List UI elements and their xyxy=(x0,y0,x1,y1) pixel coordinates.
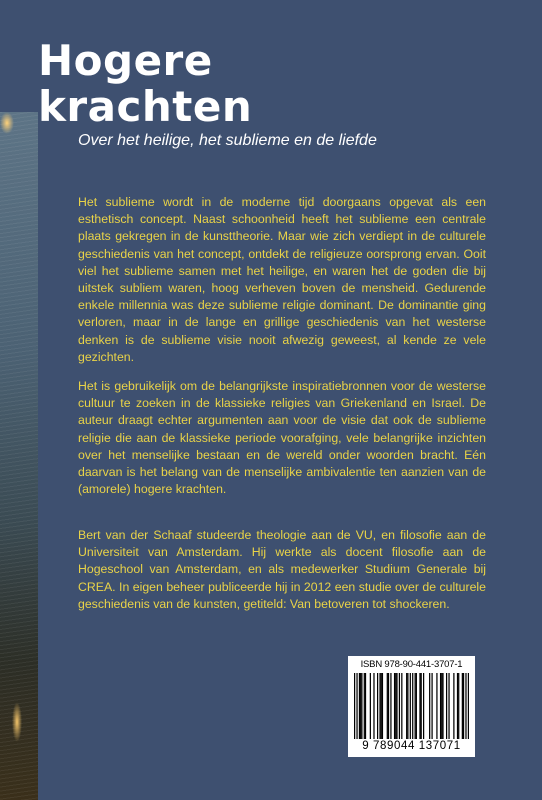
blurb-paragraph-2: Het is gebruikelijk om de belangrijkste inspiratiebronnen voor de westerse cultuur te zoeken in de klassieke religies van Griekenland en Israel. De auteur draagt echter argumenten aan voor de visie dat ook de sublieme religie die aan de klassieke periode voorafging, vele belangrijke inzichten over het menselijke bestaan en de wereld onder woorden bracht. Eén daarvan is het belang van de menselijke ambivalentie ten aanzien van de (amorele) hogere krachten. xyxy=(78,379,486,497)
barcode-bar xyxy=(370,673,371,739)
barcode-bar xyxy=(468,673,469,739)
barcode-bar xyxy=(365,673,366,739)
barcode-bar xyxy=(406,673,407,739)
barcode-bar xyxy=(387,673,388,739)
barcode-bar xyxy=(436,673,437,739)
barcode-bar xyxy=(412,673,413,739)
barcode-bar xyxy=(421,673,422,739)
title-line-1: Hogere xyxy=(38,36,213,85)
barcode-bar xyxy=(419,673,420,739)
barcode-bar xyxy=(448,673,449,739)
title-line-2: krachten xyxy=(38,82,253,131)
barcode-bar xyxy=(395,673,396,739)
barcode-bar xyxy=(360,673,361,739)
barcode-bar xyxy=(361,673,362,739)
barcode-box xyxy=(348,656,475,757)
barcode-bar xyxy=(377,673,378,739)
barcode-bar xyxy=(441,673,442,739)
barcode-bar xyxy=(462,673,463,739)
barcode-bar xyxy=(364,673,365,739)
barcode-bar xyxy=(442,673,443,739)
barcode-bar xyxy=(446,673,447,739)
barcode-bar xyxy=(388,673,389,739)
barcode-bar xyxy=(457,673,458,739)
barcode-bar xyxy=(431,673,432,739)
barcode-bar xyxy=(359,673,360,739)
barcode-bar xyxy=(394,673,395,739)
barcode-bar xyxy=(423,673,424,739)
barcode-bar xyxy=(453,673,454,739)
barcode-bar xyxy=(416,673,417,739)
barcode-bar xyxy=(356,673,357,739)
barcode-bar xyxy=(379,673,380,739)
barcode-bar xyxy=(440,673,441,739)
barcode-bar xyxy=(465,673,466,739)
barcode-bar xyxy=(458,673,459,739)
barcode-bars xyxy=(354,673,469,739)
barcode-bar xyxy=(407,673,408,739)
barcode-bar xyxy=(401,673,402,739)
barcode-bar xyxy=(373,673,374,739)
book-title xyxy=(38,38,252,130)
barcode-bar xyxy=(463,673,464,739)
barcode-bar xyxy=(399,673,400,739)
cover-photo-strip xyxy=(0,112,38,800)
barcode-bar xyxy=(410,673,411,739)
isbn-label: ISBN 978-90-441-3707-1 xyxy=(360,659,463,670)
author-bio-paragraph: Bert van der Schaaf studeerde theologie aan de VU, en filosofie aan de Universiteit van Amsterdam. Hij werkte als docent filosofie aan de Hogeschool van Amsterdam, en als medewerker Studium Generale bij CREA. In eigen beheer publiceerde hij in 2012 een studie over de culturele geschiedenis van de kunsten, getiteld: Van betoveren tot shockeren. xyxy=(78,528,486,611)
window-light xyxy=(12,702,22,742)
barcode-number: 9 789044 137071 xyxy=(362,740,461,752)
barcode-bar xyxy=(396,673,397,739)
barcode-bar xyxy=(429,673,430,739)
barcode-bar xyxy=(382,673,383,739)
light-glow xyxy=(0,112,14,134)
barcode-bar xyxy=(390,673,391,739)
barcode-bar xyxy=(415,673,416,739)
barcode-bar xyxy=(381,673,382,739)
barcode-bar xyxy=(354,673,355,739)
book-subtitle: Over het heilige, het sublieme en de liefde xyxy=(78,132,377,149)
blurb-paragraph-1: Het sublieme wordt in de moderne tijd doorgaans opgevat als een esthetisch concept. Naast schoonheid heeft het sublieme een centrale plaats gekregen in de kunsttheorie. Maar wie zich verdiept in de culturele geschiedenis van het concept, ontdekt de religieuze oorsprong ervan. Ooit viel het sublieme samen met het heilige, en waren het de goden die bij uitstek subliem waren, hoog verheven boven de mensheid. Gedurende enkele millennia was deze sublieme religie dominant. De dominantie ging verloren, maar in de lange en grillige geschiedenis van het westerse denken is de sublieme visie nooit afwezig geweest, al kende ze vele gezichten. xyxy=(78,195,486,364)
